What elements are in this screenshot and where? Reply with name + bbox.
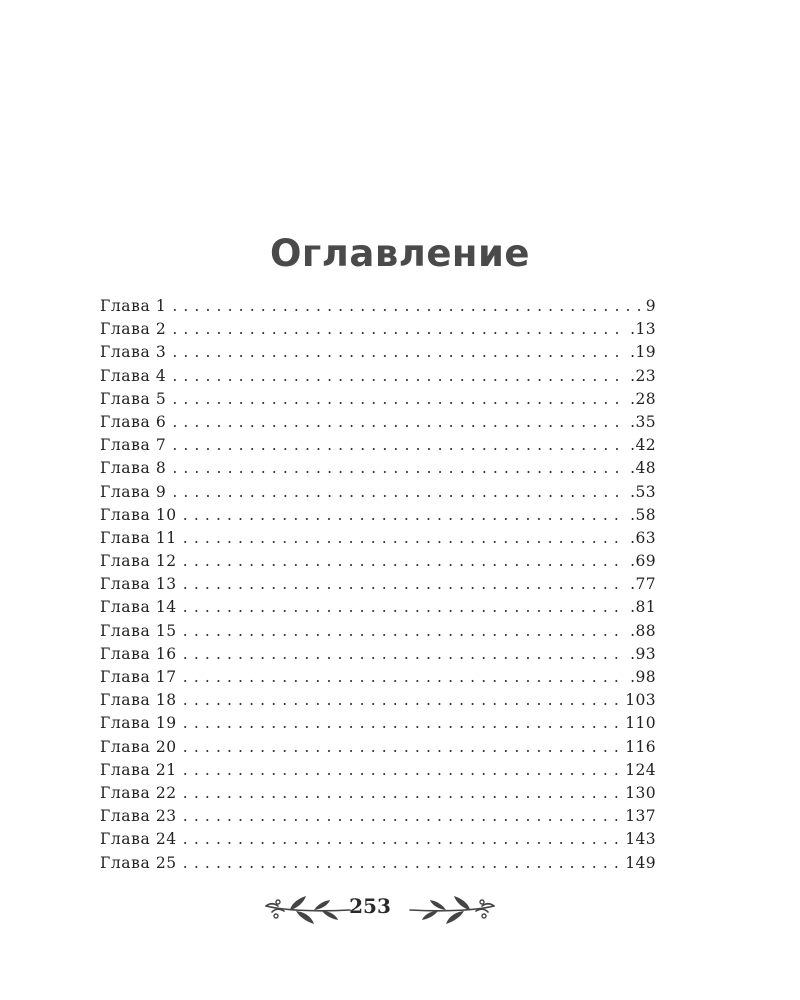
toc-entry[interactable] (100, 411, 656, 434)
toc-entry[interactable] (100, 295, 656, 318)
toc-entry-page: .98 (630, 668, 656, 686)
toc-entry-label: Глава 9 (100, 482, 167, 501)
toc-dot-leader (183, 504, 626, 527)
toc-dot-leader (183, 666, 626, 689)
toc-entry-label: Глава 15 (100, 621, 177, 640)
toc-entry-label: Глава 21 (100, 760, 177, 779)
toc-entry[interactable] (100, 481, 656, 504)
toc-entry[interactable] (100, 666, 656, 689)
toc-entry[interactable] (100, 759, 656, 782)
toc-dot-leader (183, 643, 626, 666)
toc-entry-page: 116 (625, 737, 656, 756)
toc-entry-label: Глава 2 (100, 320, 167, 339)
toc-dot-leader (183, 620, 626, 643)
toc-dot-leader (183, 759, 621, 782)
toc-entry-label: Глава 18 (100, 691, 177, 710)
toc-entry-page: .23 (630, 366, 656, 385)
toc-entry-label: Глава 20 (100, 737, 177, 756)
toc-entry-label: Глава 1 (100, 297, 167, 315)
toc-entry[interactable] (100, 689, 656, 712)
toc-entry-page: .69 (630, 552, 656, 571)
page-title: Оглавление (269, 232, 531, 275)
toc-entry-label: Глава 12 (100, 552, 177, 571)
page-number: 253 (349, 894, 391, 918)
toc-entry-page: .63 (630, 528, 656, 547)
toc-entry-page: 143 (625, 830, 656, 849)
toc-entry[interactable] (100, 388, 656, 411)
toc-entry-page: .88 (630, 621, 656, 640)
toc-entry-page: 124 (625, 760, 656, 779)
toc-entry[interactable] (100, 457, 656, 480)
leaf-branch-icon (406, 892, 498, 928)
toc-entry-page: .35 (630, 412, 656, 431)
toc-entry-page: 9 (645, 297, 656, 315)
toc-dot-leader (183, 573, 626, 596)
toc-dot-leader (172, 365, 626, 388)
toc-dot-leader (183, 805, 621, 828)
toc-entry-label: Глава 25 (100, 853, 177, 872)
toc-dot-leader (183, 527, 626, 550)
toc-entry[interactable] (100, 504, 656, 527)
toc-entry[interactable] (100, 828, 656, 851)
toc-entry-label: Глава 4 (100, 366, 167, 385)
toc-entry[interactable] (100, 596, 656, 619)
toc-dot-leader (183, 828, 621, 851)
toc-entry[interactable] (100, 318, 656, 341)
toc-dot-leader (172, 318, 626, 341)
toc-entry-label: Глава 22 (100, 783, 177, 802)
toc-entry-page: .81 (630, 598, 656, 617)
toc-entry-label: Глава 13 (100, 575, 177, 594)
toc-entry-page: 103 (625, 691, 656, 710)
toc-entry-page: 110 (625, 714, 656, 733)
toc-entry-label: Глава 14 (100, 598, 177, 617)
toc-entry-label: Глава 17 (100, 668, 177, 686)
toc-entry-label: Глава 7 (100, 436, 167, 455)
toc-entry[interactable] (100, 736, 656, 759)
toc-entry-page: .13 (630, 320, 656, 339)
toc-dot-leader (172, 388, 626, 411)
toc-entry-label: Глава 10 (100, 505, 177, 524)
toc-entry[interactable] (100, 782, 656, 805)
toc-entry-label: Глава 24 (100, 830, 177, 849)
toc-entry[interactable] (100, 805, 656, 828)
toc-dot-leader (183, 736, 621, 759)
toc-entry[interactable] (100, 527, 656, 550)
toc-dot-leader (183, 852, 621, 875)
toc-entry[interactable] (100, 620, 656, 643)
toc-entry[interactable] (100, 341, 656, 364)
toc-entry[interactable] (100, 573, 656, 596)
toc-entry-label: Глава 5 (100, 389, 167, 408)
toc-dot-leader (183, 782, 621, 805)
toc-dot-leader (172, 434, 626, 457)
toc-entry-page: 130 (625, 783, 656, 802)
toc-entry-label: Глава 16 (100, 644, 177, 663)
toc-entry-page: .19 (630, 343, 656, 362)
toc-entry-page: 149 (625, 853, 656, 872)
toc-dot-leader (183, 689, 621, 712)
toc-dot-leader (172, 481, 626, 504)
toc-entry-page: .42 (630, 436, 656, 455)
toc-dot-leader (183, 596, 626, 619)
toc-entry-page: .28 (630, 389, 656, 408)
toc-entry-page: .93 (630, 644, 656, 663)
page-footer (0, 888, 800, 932)
toc-dot-leader (183, 550, 626, 573)
toc-entry-label: Глава 23 (100, 807, 177, 826)
toc-entry[interactable] (100, 852, 656, 875)
toc-entry-page: .77 (630, 575, 656, 594)
toc-entry-label: Глава 11 (100, 528, 177, 547)
toc-entry-page: .58 (630, 505, 656, 524)
toc-entry[interactable] (100, 643, 656, 666)
toc-entry-page: .53 (630, 482, 656, 501)
toc-entry-page: 137 (625, 807, 656, 826)
toc-entry-label: Глава 6 (100, 412, 167, 431)
toc-dot-leader (172, 341, 626, 364)
toc-dot-leader (172, 411, 626, 434)
toc-entry-label: Глава 19 (100, 714, 177, 733)
toc-entry[interactable] (100, 712, 656, 735)
table-of-contents (100, 295, 656, 875)
toc-entry[interactable] (100, 365, 656, 388)
toc-entry[interactable] (100, 434, 656, 457)
toc-dot-leader (172, 457, 626, 480)
toc-entry-label: Глава 3 (100, 343, 167, 362)
toc-dot-leader (172, 295, 641, 318)
toc-entry-page: .48 (630, 459, 656, 478)
toc-entry[interactable] (100, 550, 656, 573)
toc-dot-leader (183, 712, 621, 735)
toc-entry-label: Глава 8 (100, 459, 167, 478)
